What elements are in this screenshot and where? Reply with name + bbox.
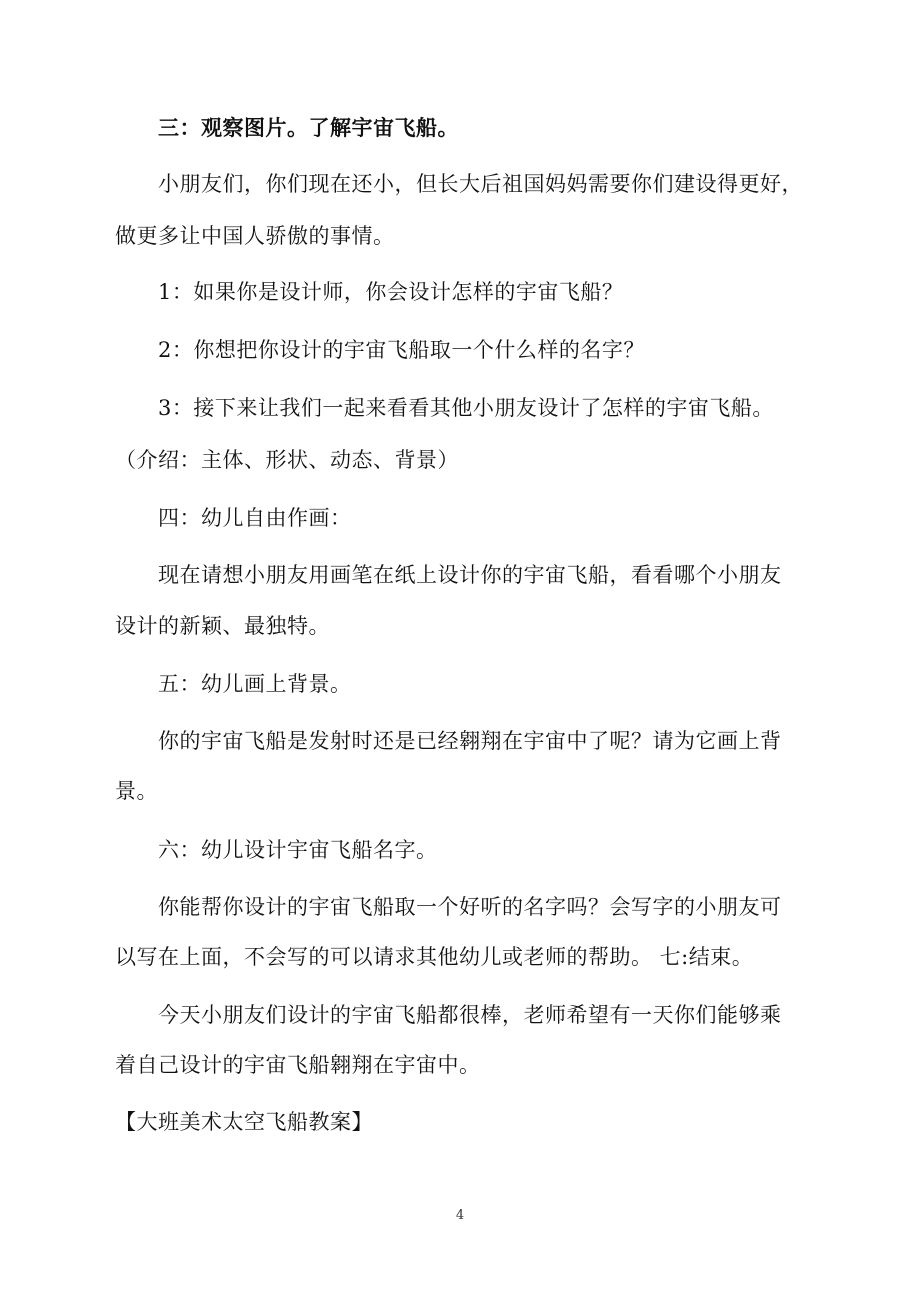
- question-3-line-1: 3：接下来让我们一起来看看其他小朋友设计了怎样的宇宙飞船。: [158, 396, 774, 420]
- question-2: 2：你想把你设计的宇宙飞船取一个什么样的名字？: [158, 338, 645, 362]
- page-number: 4: [455, 1208, 465, 1223]
- section-5-heading: 五：幼儿画上背景。: [158, 672, 352, 696]
- paragraph-naming-line-1: 你能帮你设计的宇宙飞船取一个好听的名字吗？会写字的小朋友可: [158, 895, 782, 919]
- closing-title: 【大班美术太空飞船教案】: [115, 1110, 373, 1134]
- section-4-heading: 四：幼儿自由作画：: [158, 506, 352, 530]
- paragraph-ending-line-2: 着自己设计的宇宙飞船翱翔在宇宙中。: [115, 1053, 481, 1077]
- paragraph-background-line-2: 景。: [115, 779, 158, 803]
- question-1: 1：如果你是设计师，你会设计怎样的宇宙飞船？: [158, 280, 624, 304]
- section-3-heading: 三：观察图片。了解宇宙飞船。: [158, 115, 459, 140]
- paragraph-drawing-line-1: 现在请想小朋友用画笔在纸上设计你的宇宙飞船，看看哪个小朋友: [158, 563, 782, 587]
- paragraph-intro-line-2: 做更多让中国人骄傲的事情。: [115, 224, 395, 248]
- paragraph-intro-line-1: 小朋友们，你们现在还小，但长大后祖国妈妈需要你们建设得更好，: [158, 172, 803, 196]
- section-6-heading: 六：幼儿设计宇宙飞船名字。: [158, 838, 438, 862]
- paragraph-background-line-1: 你的宇宙飞船是发射时还是已经翱翔在宇宙中了呢？请为它画上背: [158, 729, 782, 753]
- question-3-line-2: （介绍：主体、形状、动态、背景）: [115, 448, 459, 472]
- paragraph-ending-line-1: 今天小朋友们设计的宇宙飞船都很棒，老师希望有一天你们能够乘: [158, 1003, 782, 1027]
- paragraph-drawing-line-2: 设计的新颖、最独特。: [115, 614, 330, 638]
- paragraph-naming-line-2: 以写在上面，不会写的可以请求其他幼儿或老师的帮助。 七:结束。: [115, 945, 754, 969]
